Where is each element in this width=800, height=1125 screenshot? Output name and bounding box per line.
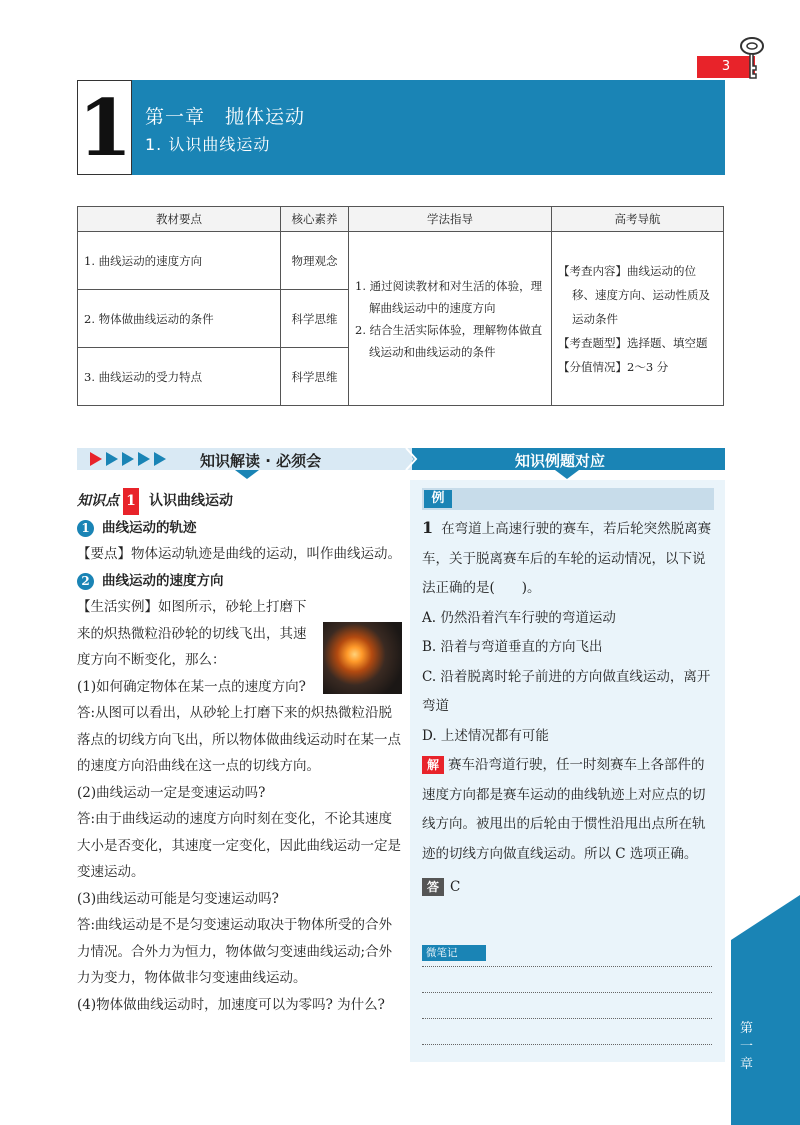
list-item: 【考查题型】选择题、填空题: [558, 335, 708, 350]
example-content: [422, 513, 717, 903]
table-cell: 3. 曲线运动的受力特点: [78, 348, 281, 406]
lesson-title: 1. 认识曲线运动: [145, 135, 271, 154]
subheading-text: 曲线运动的轨迹: [102, 519, 197, 536]
knowledge-point-title: [77, 488, 402, 515]
table-header: 核心素养: [281, 207, 349, 232]
question: (3)曲线运动可能是匀变速运动吗?: [77, 890, 279, 907]
question: (4)物体做曲线运动时，加速度可以为零吗? 为什么?: [77, 996, 385, 1013]
question: (1)如何确定物体在某一点的速度方向?: [77, 678, 306, 695]
down-arrow-icon: [555, 470, 579, 479]
circle-number: 2: [77, 573, 94, 590]
grinding-wheel-sparks-image: [323, 622, 402, 694]
answer-tag: 答: [422, 878, 444, 896]
example-question: [422, 513, 717, 604]
note-line: [422, 966, 712, 967]
knowledge-number: 1: [123, 488, 139, 515]
solution: [422, 751, 717, 869]
subheading: [77, 568, 402, 595]
method-guide-cell: [349, 232, 552, 406]
table-cell: 物理观念: [281, 232, 349, 290]
down-arrow-icon: [235, 470, 259, 479]
question-number: 1: [422, 518, 434, 537]
option: A. 仍然沿着汽车行驶的弯道运动: [422, 609, 616, 626]
solution-tag: 解: [422, 756, 444, 774]
list-item: 【考查内容】曲线运动的位移、速度方向、运动性质及运动条件: [558, 263, 710, 326]
answer-text: C: [450, 879, 461, 895]
answer: 答:从图可以看出，从砂轮上打磨下来的炽热微粒沿脱落点的切线方向飞出，所以物体做曲线运动时在某一点的速度方向沿曲线在这一点的切线方向。: [77, 705, 401, 774]
paragraph: 【生活实例】如图所示，砂轮上打磨下来的炽热微粒沿砂轮的切线飞出，其速度方向不断变化，那么：: [77, 599, 307, 668]
side-tab-label: 第一章: [740, 1021, 754, 1072]
table-cell: 2. 物体做曲线运动的条件: [78, 290, 281, 348]
table-header: 教材要点: [78, 207, 281, 232]
table-cell: 科学思维: [281, 290, 349, 348]
solution-text: 赛车沿弯道行驶，任一时刻赛车上各部件的速度方向都是赛车运动的曲线轨迹上对应点的切线方向。被甩出的后轮由于惯性沿甩出点所在轨迹的切线方向做直线运动。所以 C 选项正确。: [422, 757, 706, 862]
question: (2)曲线运动一定是变速运动吗?: [77, 784, 266, 801]
list-item: 1. 通过阅读教材和对生活的体验，理解曲线运动中的速度方向: [355, 278, 543, 315]
page-number: 3: [697, 56, 755, 78]
knowledge-name: 认识曲线运动: [149, 493, 233, 509]
exam-guide-cell: [552, 232, 724, 406]
note-tag: 微笔记: [422, 945, 486, 961]
divider-arrow-icon: [404, 448, 422, 470]
knowledge-label: 知识点: [77, 493, 119, 509]
paragraph: 【要点】物体运动轨迹是曲线的运动，叫作曲线运动。: [77, 546, 401, 562]
option: B. 沿着与弯道垂直的方向飞出: [422, 639, 603, 655]
table-header: 高考导航: [552, 207, 724, 232]
arrows-icon: [90, 451, 170, 467]
chapter-number: 1: [77, 80, 132, 175]
table-cell: 1. 曲线运动的速度方向: [78, 232, 281, 290]
table-header: 学法指导: [349, 207, 552, 232]
subheading-text: 曲线运动的速度方向: [102, 572, 224, 589]
example-tag: 例: [424, 490, 452, 508]
section-title-left: 知识解读 · 必须会: [200, 452, 322, 470]
chapter-title: 第一章 抛体运动: [145, 106, 306, 128]
objectives-table: [77, 206, 724, 406]
note-line: [422, 1018, 712, 1019]
key-icon: [732, 34, 772, 84]
answer: 答:曲线运动是不是匀变速运动取决于物体所受的合外力情况。合外力为恒力，物体做匀变速曲线运动;合外力为变力，物体做非匀变速曲线运动。: [77, 917, 393, 986]
table-cell: 科学思维: [281, 348, 349, 406]
section-title-right: 知识例题对应: [515, 452, 606, 470]
option: D. 上述情况都有可能: [422, 727, 549, 744]
answer: 答:由于曲线运动的速度方向时刻在变化，不论其速度大小是否变化，其速度一定变化，因此曲线运动一定是变速运动。: [77, 811, 401, 880]
list-item: 2. 结合生活实际体验，理解物体做直线运动和曲线运动的条件: [355, 322, 543, 359]
note-line: [422, 992, 712, 993]
circle-number: 1: [77, 520, 94, 537]
option: C. 沿着脱离时轮子前进的方向做直线运动，离开弯道: [422, 668, 711, 714]
chapter-side-tab: [731, 895, 800, 1125]
note-line: [422, 1044, 712, 1045]
subheading: [77, 515, 402, 542]
question-text: 在弯道上高速行驶的赛车，若后轮突然脱离赛车，关于脱离赛车后的车轮的运动情况，以下说法正确的是( )。: [422, 521, 712, 596]
example-label-bar: [422, 488, 714, 510]
answer: [422, 873, 717, 903]
list-item: 【分值情况】2～3 分: [558, 359, 669, 374]
knowledge-column: [77, 488, 402, 1018]
